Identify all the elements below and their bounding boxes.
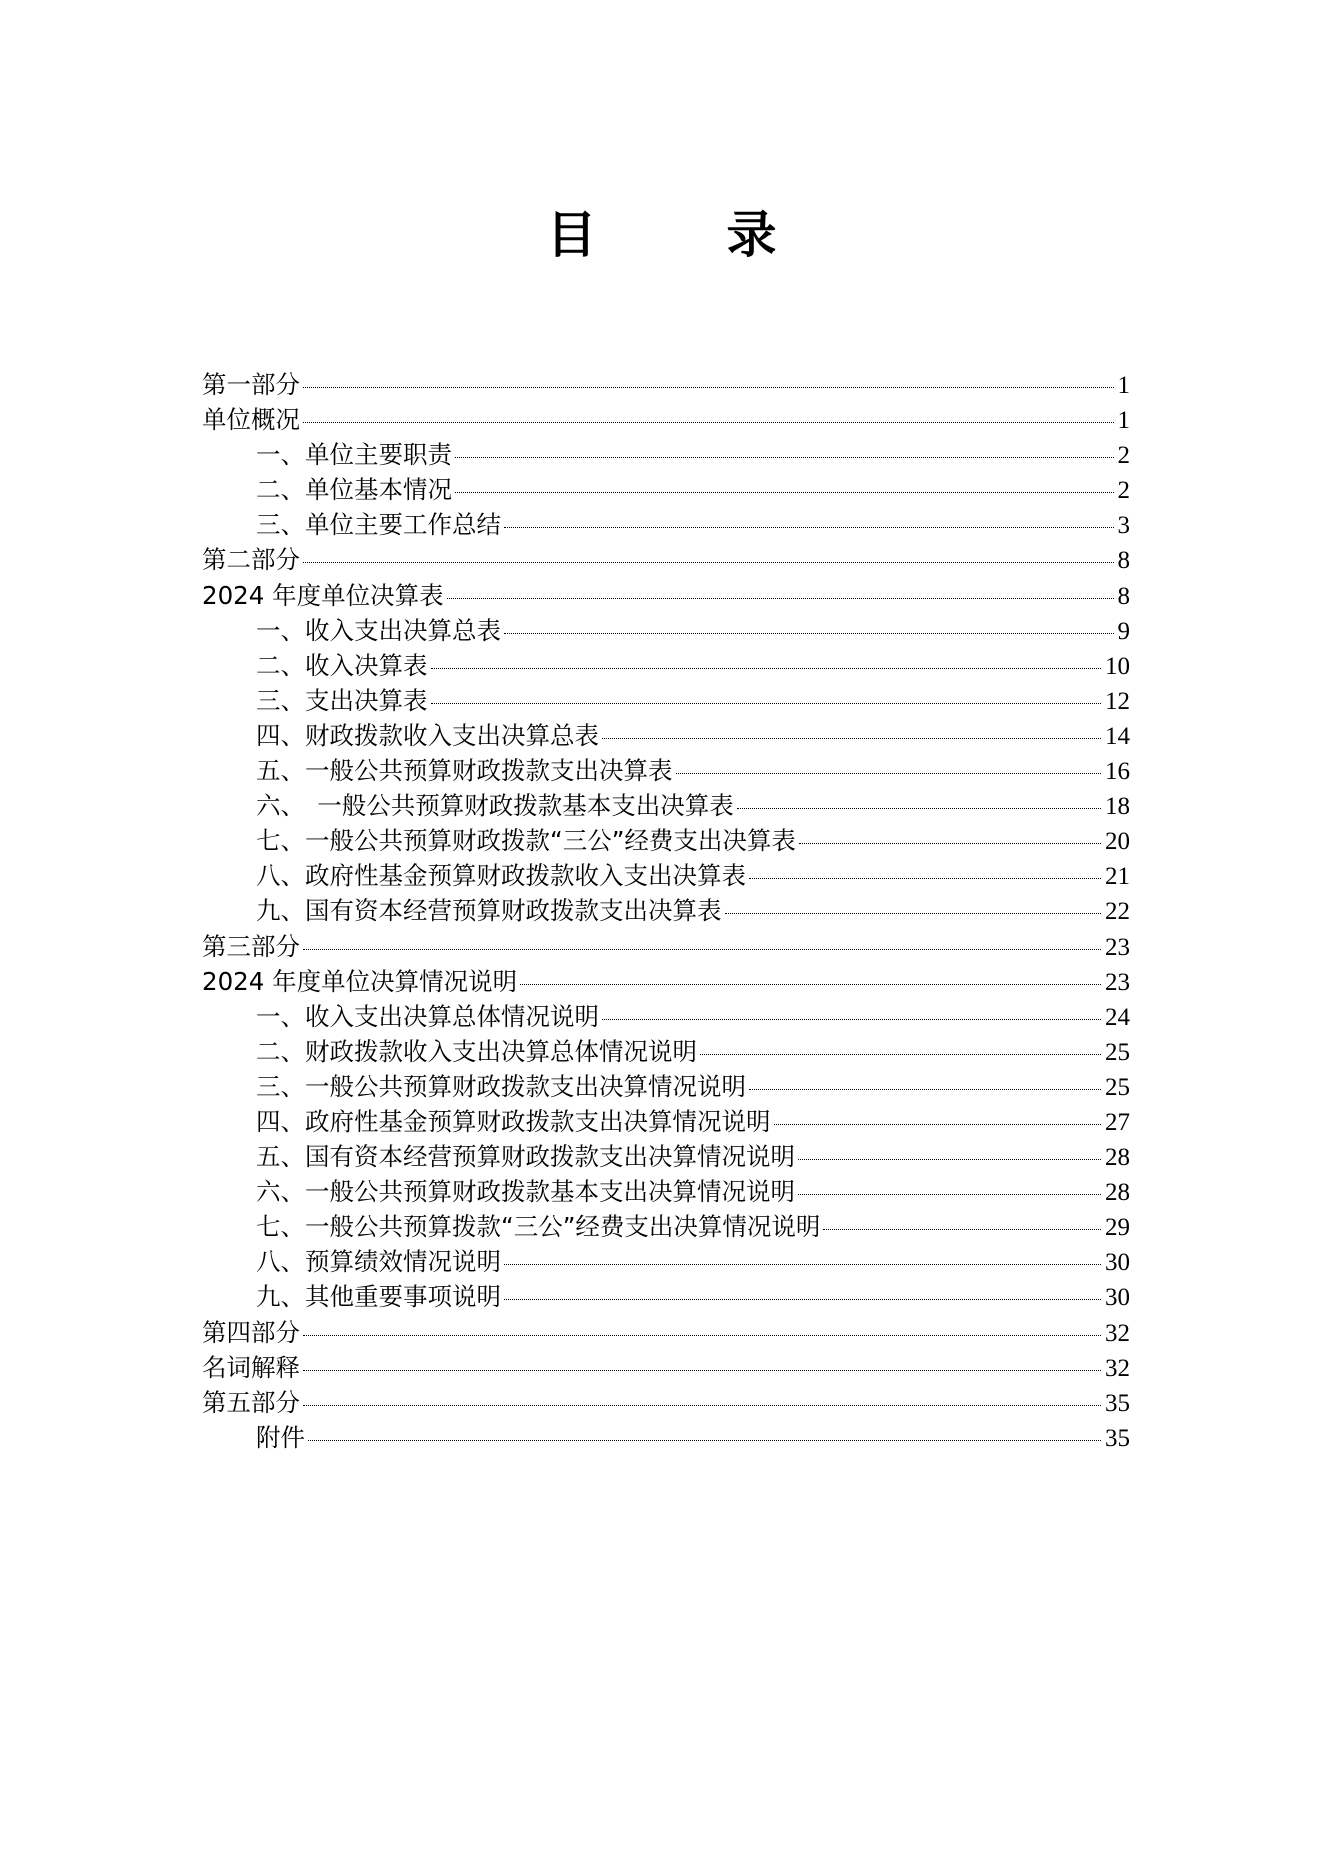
toc-entry-page-number: 23	[1105, 933, 1130, 961]
toc-entry-label: 第四部分	[202, 1317, 300, 1347]
toc-entry[interactable]	[202, 893, 1130, 928]
toc-entry[interactable]	[202, 1139, 1130, 1174]
toc-entry[interactable]	[202, 858, 1130, 893]
toc-entry-page-number: 2	[1117, 477, 1130, 505]
toc-entry-page-number: 10	[1105, 652, 1130, 680]
toc-entry-page-number: 14	[1105, 722, 1130, 750]
toc-entry-page-number: 28	[1105, 1179, 1130, 1207]
toc-entry-page-number: 18	[1105, 793, 1130, 821]
toc-entry-page-number: 35	[1105, 1424, 1130, 1452]
toc-entry[interactable]	[202, 542, 1130, 577]
toc-dot-leader	[602, 1019, 1101, 1020]
toc-entry[interactable]	[202, 1350, 1130, 1385]
toc-dot-leader	[504, 1264, 1101, 1265]
toc-entry-page-number: 16	[1105, 758, 1130, 786]
toc-entry[interactable]	[202, 1244, 1130, 1279]
toc-entry[interactable]	[202, 437, 1130, 472]
toc-entry[interactable]	[202, 613, 1130, 648]
toc-entry[interactable]	[202, 1209, 1130, 1244]
toc-dot-leader	[303, 422, 1114, 423]
table-of-contents	[202, 367, 1130, 1455]
toc-dot-leader	[303, 562, 1114, 563]
toc-entry[interactable]	[202, 578, 1130, 613]
toc-entry-page-number: 21	[1105, 863, 1130, 891]
toc-entry-label: 九、其他重要事项说明	[256, 1282, 501, 1312]
toc-entry-label: 七、一般公共预算财政拨款“三公”经费支出决算表	[256, 826, 796, 856]
toc-dot-leader	[798, 1159, 1101, 1160]
toc-entry[interactable]	[202, 929, 1130, 964]
toc-entry[interactable]	[202, 1385, 1130, 1420]
toc-dot-leader	[455, 457, 1114, 458]
toc-entry[interactable]	[202, 1420, 1130, 1455]
toc-dot-leader	[798, 1194, 1101, 1195]
toc-entry-page-number: 25	[1105, 1073, 1130, 1101]
toc-entry-label: 六、 一般公共预算财政拨款基本支出决算表	[256, 791, 734, 821]
toc-entry-label: 五、一般公共预算财政拨款支出决算表	[256, 756, 673, 786]
toc-dot-leader	[455, 492, 1114, 493]
toc-entry-label: 八、政府性基金预算财政拨款收入支出决算表	[256, 861, 746, 891]
toc-dot-leader	[504, 633, 1114, 634]
toc-entry-page-number: 30	[1105, 1249, 1130, 1277]
toc-entry-page-number: 25	[1105, 1038, 1130, 1066]
toc-entry-page-number: 3	[1117, 512, 1130, 540]
toc-entry[interactable]	[202, 472, 1130, 507]
toc-entry-label: 第二部分	[202, 545, 300, 575]
toc-entry-page-number: 2	[1117, 442, 1130, 470]
toc-entry-page-number: 24	[1105, 1003, 1130, 1031]
toc-dot-leader	[303, 949, 1101, 950]
toc-entry-label: 六、一般公共预算财政拨款基本支出决算情况说明	[256, 1177, 795, 1207]
toc-entry-page-number: 8	[1117, 582, 1130, 610]
toc-dot-leader	[431, 703, 1102, 704]
toc-entry-label: 三、单位主要工作总结	[256, 510, 501, 540]
toc-dot-leader	[774, 1124, 1102, 1125]
toc-entry[interactable]	[202, 1034, 1130, 1069]
toc-dot-leader	[799, 843, 1101, 844]
toc-entry-label: 七、一般公共预算拨款“三公”经费支出决算情况说明	[256, 1212, 821, 1242]
toc-entry[interactable]	[202, 753, 1130, 788]
toc-entry-label: 2024 年度单位决算表	[202, 580, 444, 610]
toc-entry-page-number: 32	[1105, 1354, 1130, 1382]
toc-dot-leader	[504, 527, 1114, 528]
toc-entry[interactable]	[202, 1279, 1130, 1314]
toc-entry-page-number: 29	[1105, 1214, 1130, 1242]
toc-dot-leader	[676, 773, 1102, 774]
toc-entry-label: 二、单位基本情况	[256, 475, 452, 505]
toc-entry[interactable]	[202, 648, 1130, 683]
toc-entry-page-number: 35	[1105, 1389, 1130, 1417]
toc-entry-label: 第五部分	[202, 1387, 300, 1417]
toc-entry-page-number: 8	[1117, 547, 1130, 575]
toc-entry-label: 八、预算绩效情况说明	[256, 1247, 501, 1277]
toc-dot-leader	[303, 1405, 1101, 1406]
toc-dot-leader	[725, 913, 1102, 914]
toc-dot-leader	[504, 1299, 1101, 1300]
toc-entry-label: 一、收入支出决算总表	[256, 615, 501, 645]
page-title: 目 录	[546, 206, 817, 264]
toc-entry-label: 第三部分	[202, 931, 300, 961]
toc-entry-label: 九、国有资本经营预算财政拨款支出决算表	[256, 896, 722, 926]
toc-entry-label: 附件	[256, 1422, 305, 1452]
toc-entry-page-number: 32	[1105, 1319, 1130, 1347]
toc-entry-label: 名词解释	[202, 1352, 300, 1382]
toc-entry-page-number: 30	[1105, 1284, 1130, 1312]
toc-dot-leader	[823, 1229, 1101, 1230]
toc-entry[interactable]	[202, 1104, 1130, 1139]
toc-dot-leader	[303, 387, 1114, 388]
toc-entry[interactable]	[202, 1069, 1130, 1104]
toc-entry[interactable]	[202, 402, 1130, 437]
toc-entry[interactable]	[202, 823, 1130, 858]
toc-entry[interactable]	[202, 1315, 1130, 1350]
toc-entry[interactable]	[202, 788, 1130, 823]
toc-dot-leader	[520, 984, 1101, 985]
toc-dot-leader	[303, 1370, 1101, 1371]
toc-dot-leader	[737, 808, 1101, 809]
toc-entry[interactable]	[202, 964, 1130, 999]
toc-entry-label: 四、财政拨款收入支出决算总表	[256, 720, 599, 750]
toc-entry-page-number: 1	[1117, 407, 1130, 435]
toc-entry[interactable]	[202, 367, 1130, 402]
toc-entry-label: 五、国有资本经营预算财政拨款支出决算情况说明	[256, 1142, 795, 1172]
toc-dot-leader	[749, 1089, 1101, 1090]
toc-entry-label: 三、支出决算表	[256, 685, 428, 715]
toc-dot-leader	[749, 878, 1101, 879]
toc-entry-label: 单位概况	[202, 405, 300, 435]
toc-entry-page-number: 22	[1105, 898, 1130, 926]
toc-entry-page-number: 20	[1105, 828, 1130, 856]
toc-entry[interactable]	[202, 683, 1130, 718]
toc-entry[interactable]	[202, 999, 1130, 1034]
toc-entry-label: 四、政府性基金预算财政拨款支出决算情况说明	[256, 1106, 771, 1136]
toc-entry-page-number: 9	[1117, 617, 1130, 645]
toc-dot-leader	[447, 598, 1114, 599]
toc-entry-label: 二、收入决算表	[256, 650, 428, 680]
toc-entry[interactable]	[202, 507, 1130, 542]
toc-entry-page-number: 12	[1105, 687, 1130, 715]
toc-entry[interactable]	[202, 1174, 1130, 1209]
toc-entry-label: 二、财政拨款收入支出决算总体情况说明	[256, 1036, 697, 1066]
toc-entry-label: 2024 年度单位决算情况说明	[202, 966, 518, 996]
toc-entry-label: 第一部分	[202, 370, 300, 399]
toc-entry-page-number: 1	[1117, 372, 1130, 399]
toc-entry-label: 一、单位主要职责	[256, 440, 452, 470]
toc-entry[interactable]	[202, 718, 1130, 753]
toc-dot-leader	[308, 1440, 1101, 1441]
toc-entry-label: 三、一般公共预算财政拨款支出决算情况说明	[256, 1071, 746, 1101]
toc-entry-page-number: 27	[1105, 1108, 1130, 1136]
toc-entry-page-number: 28	[1105, 1144, 1130, 1172]
toc-dot-leader	[602, 738, 1101, 739]
toc-dot-leader	[431, 668, 1102, 669]
toc-entry-page-number: 23	[1105, 968, 1130, 996]
toc-entry-label: 一、收入支出决算总体情况说明	[256, 1001, 599, 1031]
toc-dot-leader	[303, 1335, 1101, 1336]
toc-dot-leader	[700, 1054, 1101, 1055]
